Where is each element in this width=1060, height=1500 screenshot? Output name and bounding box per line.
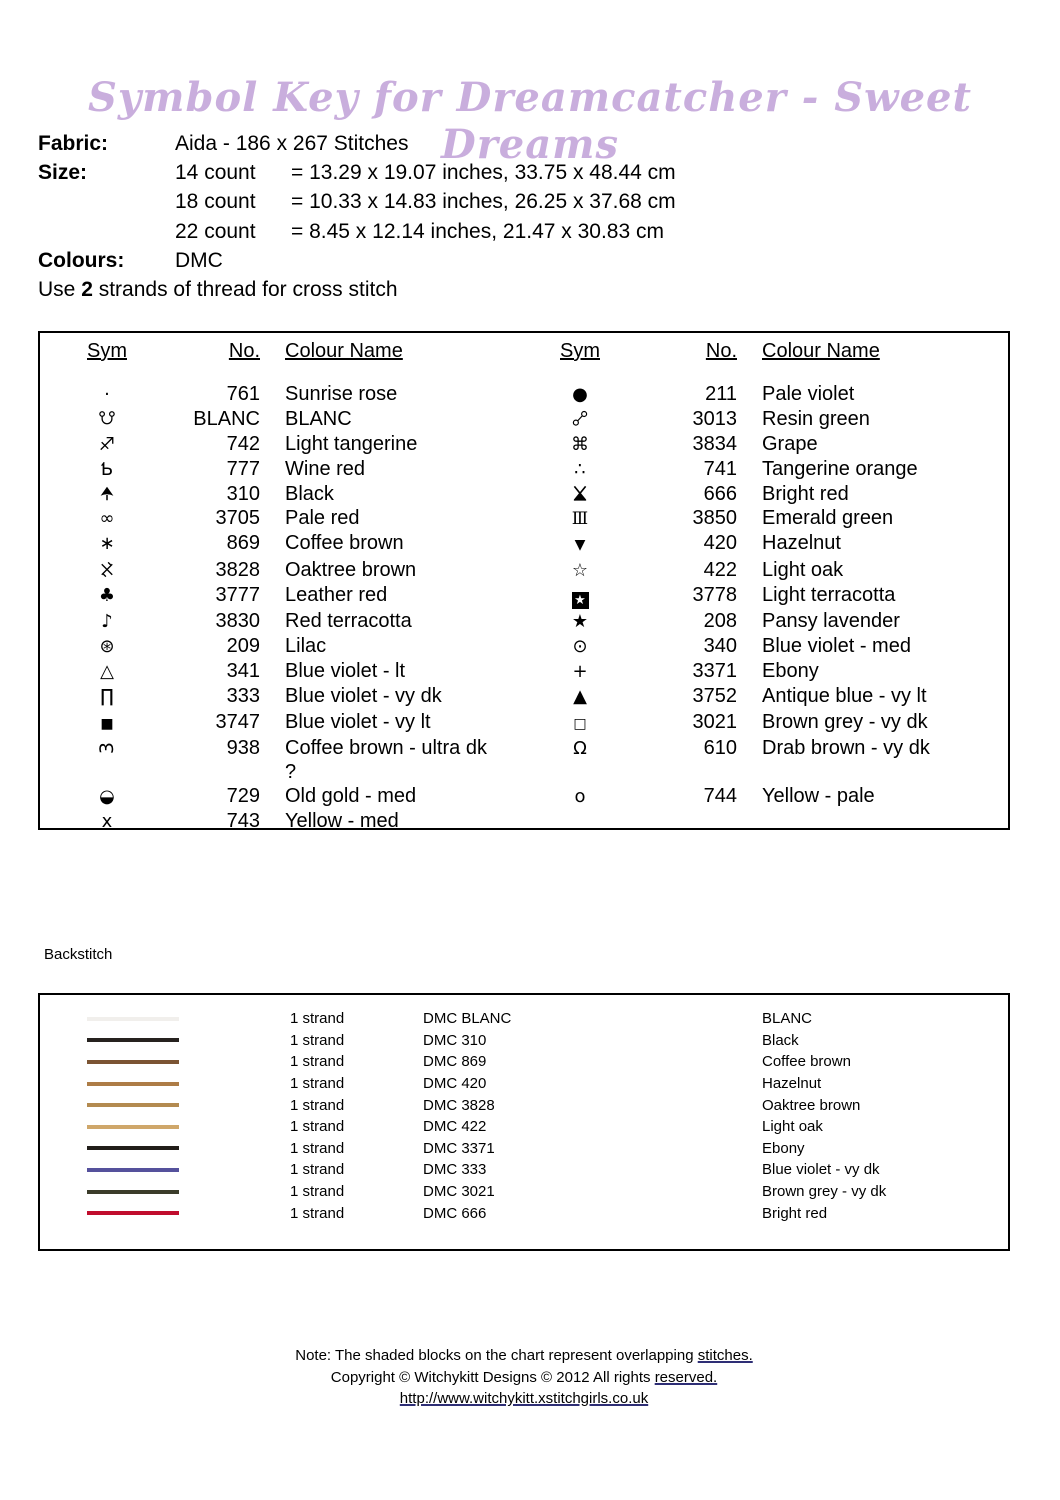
- stitch-symbol-glyph: ♐: [98, 433, 116, 455]
- backstitch-line-swatch: [87, 1060, 179, 1064]
- two-circles-diagonal-icon: [571, 409, 589, 428]
- dmc-number: 3828: [215, 558, 260, 581]
- size-dimensions: = 8.45 x 12.14 inches, 21.47 x 30.83 cm: [291, 219, 664, 243]
- symbol-cell: [525, 736, 635, 784]
- backstitch-table: [38, 993, 1010, 1251]
- colour-name: Coffee brown - ultra dk ?: [285, 736, 487, 784]
- symbol-row: [40, 609, 1008, 634]
- symbol-row: [40, 659, 1008, 684]
- size-row: [38, 158, 676, 187]
- backstitch-line-swatch: [87, 1125, 179, 1129]
- x-ticks-icon: [98, 560, 116, 579]
- symbol-cell: [40, 407, 174, 431]
- dmc-number: 211: [705, 383, 737, 406]
- backstitch-row: [40, 1094, 1008, 1116]
- colour-name: Blue violet - lt: [285, 660, 406, 683]
- triangle-stem-icon: [98, 484, 116, 503]
- colour-name: Sunrise rose: [285, 383, 398, 406]
- stitch-symbol-glyph: ▲: [573, 686, 587, 708]
- colour-name: Yellow - med: [285, 810, 399, 833]
- swatch-cell: [87, 1125, 179, 1129]
- symbol-cell: [40, 609, 174, 634]
- colour-name: Ebony: [762, 660, 819, 683]
- swatch-cell: [87, 1060, 179, 1064]
- colour-name: Oaktree brown: [285, 558, 417, 581]
- footer-note: [38, 1345, 1010, 1410]
- colours-value: DMC: [175, 248, 223, 272]
- dmc-number: 420: [703, 532, 737, 555]
- footer-copyright-line: [38, 1367, 1010, 1389]
- strand-count: 1 strand: [290, 1096, 345, 1114]
- page-title: Symbol Key for Dreamcatcher - Sweet Dreams: [88, 74, 972, 168]
- header-sym-right: [525, 339, 635, 363]
- fabric-info: [38, 129, 676, 304]
- swatch-cell: [87, 1103, 179, 1107]
- dmc-number: 777: [226, 457, 260, 480]
- header-name-right: [737, 339, 1012, 363]
- symbol-cell: [40, 684, 174, 709]
- size-dimensions: = 13.29 x 19.07 inches, 33.75 x 48.44 cm: [291, 161, 676, 185]
- strands-suffix: strands of thread for cross stitch: [92, 278, 398, 302]
- stitch-symbol-glyph: ■: [100, 715, 114, 732]
- colour-name: Brown grey - vy dk: [762, 1183, 887, 1201]
- swatch-cell: [87, 1038, 179, 1042]
- colour-name: Blue violet - vy dk: [762, 1161, 880, 1179]
- stitch-symbol-glyph: x: [101, 811, 113, 833]
- stitch-symbol-glyph: ∴: [574, 458, 586, 480]
- dmc-code: DMC 3371: [423, 1139, 495, 1157]
- stitch-symbol-glyph: ∗: [99, 533, 115, 555]
- symbol-row: [40, 684, 1008, 709]
- dmc-number: 340: [703, 635, 737, 658]
- stitch-symbol-glyph: ♣: [98, 584, 116, 606]
- strand-count: 1 strand: [290, 1204, 345, 1222]
- stitch-symbol-glyph: ♪: [101, 610, 113, 632]
- dmc-number: 761: [226, 383, 260, 406]
- symbol-row: [40, 809, 1008, 834]
- header-no-right: [635, 339, 737, 363]
- colour-name: Blue violet - med: [762, 635, 911, 658]
- symbol-table-header: [40, 339, 1008, 363]
- dmc-code: DMC BLANC: [423, 1010, 512, 1028]
- symbol-cell: [525, 382, 635, 407]
- dmc-number: 310: [226, 483, 260, 506]
- symbol-row: [40, 634, 1008, 659]
- backstitch-line-swatch: [87, 1168, 179, 1172]
- backstitch-line-swatch: [87, 1190, 179, 1194]
- copyright-text: Copyright © Witchykitt Designs © 2012 All rights: [330, 1368, 655, 1386]
- symbol-cell: [40, 382, 174, 407]
- dmc-number: 938: [226, 736, 260, 759]
- colour-name: Antique blue - vy lt: [762, 685, 927, 708]
- backstitch-line-swatch: [87, 1038, 179, 1042]
- colour-name: Bright red: [762, 1204, 828, 1222]
- count-label: 18 count: [175, 190, 256, 214]
- dmc-number: 3752: [692, 685, 737, 708]
- colour-name: Pansy lavender: [762, 609, 900, 632]
- fabric-value: Aida - 186 x 267 Stitches: [175, 132, 409, 155]
- size-label: Size:: [38, 161, 88, 185]
- stitch-symbol-glyph: Ƅ: [100, 458, 114, 480]
- colour-name: Pale violet: [762, 383, 855, 406]
- stitch-symbol-glyph: ∞: [99, 508, 115, 530]
- fabric-row: [38, 129, 676, 158]
- swatch-cell: [87, 1190, 179, 1194]
- symbol-row: [40, 784, 1008, 809]
- colour-name-header-label: Colour Name: [762, 340, 880, 362]
- dmc-code: DMC 420: [423, 1075, 487, 1093]
- dmc-number: 3371: [692, 660, 737, 683]
- stitch-symbol-glyph: ·: [104, 384, 110, 406]
- dmc-number: 3705: [215, 507, 260, 530]
- symbol-cell: [525, 407, 635, 431]
- symbol-row: [40, 736, 1008, 784]
- backstitch-line-swatch: [87, 1082, 179, 1086]
- symbol-rows: [40, 382, 1008, 834]
- size-dimensions: = 10.33 x 14.83 inches, 26.25 x 37.68 cm: [291, 190, 676, 214]
- stitch-symbol-glyph: ★: [572, 592, 589, 609]
- backstitch-label: Backstitch: [44, 946, 113, 963]
- size-value: [175, 158, 676, 187]
- dmc-number: 610: [703, 736, 737, 759]
- colour-name: Black: [762, 1031, 799, 1049]
- dmc-number: 3778: [692, 583, 737, 606]
- backstitch-row: [40, 1181, 1008, 1203]
- colour-name: Yellow - pale: [762, 785, 875, 808]
- dmc-number: 729: [226, 785, 260, 808]
- backstitch-rows: [40, 1008, 1008, 1224]
- symbol-row: [40, 382, 1008, 407]
- symbol-cell: [525, 784, 635, 809]
- backstitch-row: [40, 1138, 1008, 1160]
- stitch-symbol-glyph: △: [100, 661, 114, 683]
- stitch-symbol-glyph: o: [574, 786, 586, 808]
- colour-name: Ebony: [762, 1139, 805, 1157]
- no-header-label: No.: [705, 340, 737, 362]
- symbol-row: [40, 506, 1008, 531]
- colour-name: Coffee brown: [285, 532, 404, 555]
- stitch-symbol-glyph: □: [573, 715, 587, 732]
- backstitch-row: [40, 1008, 1008, 1030]
- dmc-number: 209: [226, 635, 260, 658]
- backstitch-row: [40, 1073, 1008, 1095]
- strand-count: 1 strand: [290, 1031, 345, 1049]
- stitch-symbol-glyph: ▼: [574, 537, 586, 554]
- symbol-cell: [525, 531, 635, 557]
- dmc-number: 3850: [692, 507, 737, 530]
- backstitch-line-swatch: [87, 1017, 179, 1021]
- colour-name: [737, 809, 1012, 834]
- stitch-symbol-glyph: ⊙: [572, 636, 588, 658]
- swatch-cell: [87, 1017, 179, 1021]
- symbol-cell: [525, 583, 635, 609]
- dmc-number: 3747: [215, 710, 260, 733]
- strand-count: 1 strand: [290, 1183, 345, 1201]
- u-two-circles-icon: [98, 409, 116, 428]
- symbol-cell: [40, 531, 174, 557]
- note-text: Note: The shaded blocks on the chart represent overlapping: [295, 1347, 698, 1364]
- stitch-symbol-glyph: 3: [95, 741, 118, 754]
- symbol-cell: [525, 432, 635, 457]
- symbol-cell: [525, 684, 635, 709]
- backstitch-row: [40, 1116, 1008, 1138]
- colour-name: Hazelnut: [762, 532, 841, 555]
- dmc-number: 744: [703, 785, 737, 808]
- dmc-number: 741: [703, 457, 737, 480]
- stitch-symbol-glyph: Ω: [573, 737, 587, 759]
- colour-name: Blue violet - vy lt: [285, 710, 431, 733]
- strand-count: 1 strand: [290, 1118, 345, 1136]
- size-value: [175, 187, 676, 216]
- colours-label: Colours:: [38, 248, 125, 272]
- colour-name-header-label: Colour Name: [285, 340, 403, 362]
- colour-name: Light terracotta: [762, 583, 896, 606]
- backstitch-row: [40, 1202, 1008, 1224]
- swatch-cell: [87, 1082, 179, 1086]
- symbol-cell: [525, 457, 635, 482]
- backstitch-row: [40, 1051, 1008, 1073]
- strand-count: 1 strand: [290, 1053, 345, 1071]
- strands-count: 2: [81, 278, 93, 302]
- dmc-number: 869: [226, 532, 260, 555]
- swatch-cell: [87, 1146, 179, 1150]
- dmc-number: 3013: [692, 408, 737, 431]
- size-value: [175, 217, 664, 246]
- backstitch-row: [40, 1159, 1008, 1181]
- symbol-cell: [525, 809, 635, 834]
- count-label: 22 count: [175, 219, 256, 243]
- symbol-cell: [40, 558, 174, 583]
- header-no-left: [174, 339, 260, 363]
- symbol-row: [40, 558, 1008, 583]
- colour-name: Brown grey - vy dk: [762, 710, 928, 733]
- note-stitches-link[interactable]: stitches.: [697, 1347, 753, 1364]
- footer-note-line: [38, 1345, 1010, 1367]
- symbol-row: [40, 583, 1008, 609]
- colour-name: BLANC: [285, 408, 352, 431]
- colour-name: Black: [285, 483, 334, 506]
- dmc-number: 3777: [215, 583, 260, 606]
- symbol-cell: [40, 583, 174, 609]
- dmc-number: 743: [226, 810, 260, 833]
- size-row: [38, 217, 676, 246]
- symbol-key-table: [38, 331, 1010, 833]
- colour-name: Pale red: [285, 507, 360, 530]
- dmc-number: 3830: [215, 609, 260, 632]
- stitch-symbol-glyph: ◒: [99, 786, 115, 808]
- symbol-cell: [40, 809, 174, 834]
- colour-name: Light tangerine: [285, 432, 418, 455]
- dmc-code: DMC 3021: [423, 1183, 495, 1201]
- count-label: 14 count: [175, 161, 256, 185]
- stitch-symbol-glyph: ⊛: [99, 636, 115, 658]
- colour-name: BLANC: [762, 1010, 813, 1028]
- footer-url-line: [38, 1388, 1010, 1410]
- colour-name: Blue violet - vy dk: [285, 685, 442, 708]
- dmc-code: DMC 3828: [423, 1096, 495, 1114]
- strands-note: [38, 275, 676, 304]
- backstitch-line-swatch: [87, 1211, 179, 1215]
- colour-name: Resin green: [762, 408, 870, 431]
- dmc-number: 422: [703, 558, 737, 581]
- colour-name: Light oak: [762, 1118, 823, 1136]
- dmc-number: 341: [226, 660, 260, 683]
- symbol-cell: [40, 710, 174, 736]
- strand-count: 1 strand: [290, 1139, 345, 1157]
- colour-name: Red terracotta: [285, 609, 412, 632]
- strand-count: 1 strand: [290, 1010, 345, 1028]
- symbol-row: [40, 432, 1008, 457]
- size-row: [38, 187, 676, 216]
- colours-row: [38, 246, 676, 275]
- symbol-cell: [40, 784, 174, 809]
- spacer: [38, 187, 175, 216]
- colour-name: Oaktree brown: [762, 1096, 861, 1114]
- dmc-number: 208: [703, 609, 737, 632]
- colour-name: Lilac: [285, 635, 327, 658]
- stitch-symbol-glyph: +: [572, 661, 588, 683]
- symbol-cell: [525, 506, 635, 531]
- symbol-cell: [40, 482, 174, 506]
- no-header-label: No.: [228, 340, 260, 362]
- dmc-code: DMC 310: [423, 1031, 487, 1049]
- sym-header-label: Sym: [560, 340, 600, 362]
- symbol-cell: [525, 558, 635, 583]
- symbol-cell: [525, 634, 635, 659]
- dmc-code: DMC 422: [423, 1118, 487, 1136]
- backstitch-row: [40, 1030, 1008, 1052]
- stitch-symbol-glyph: ⌘: [571, 433, 589, 455]
- dmc-number: 3834: [692, 432, 737, 455]
- symbol-row: [40, 457, 1008, 482]
- symbol-cell: [525, 659, 635, 684]
- symbol-cell: [525, 482, 635, 506]
- stitch-symbol-glyph: ☆: [571, 559, 589, 581]
- strand-count: 1 strand: [290, 1075, 345, 1093]
- symbol-row: [40, 710, 1008, 736]
- dmc-number: [635, 809, 737, 834]
- dmc-code: DMC 869: [423, 1053, 487, 1071]
- colour-name: Emerald green: [762, 507, 894, 530]
- swatch-cell: [87, 1211, 179, 1215]
- fabric-label: Fabric:: [38, 132, 109, 155]
- symbol-cell: [40, 736, 174, 784]
- stitch-symbol-glyph: ∏: [100, 686, 114, 708]
- dmc-code: DMC 333: [423, 1161, 487, 1179]
- dmc-code: DMC 666: [423, 1204, 487, 1222]
- dmc-number: 333: [226, 685, 260, 708]
- symbol-row: [40, 407, 1008, 431]
- colour-name: Bright red: [762, 483, 849, 506]
- dmc-number: 3021: [692, 710, 737, 733]
- colour-name: Wine red: [285, 457, 366, 480]
- symbol-cell: [525, 710, 635, 736]
- dmc-number: BLANC: [193, 408, 260, 431]
- rights-reserved-link[interactable]: reserved.: [654, 1368, 718, 1386]
- symbol-cell: [525, 609, 635, 634]
- symbol-cell: [40, 659, 174, 684]
- x-hourglass-icon: [571, 484, 589, 503]
- symbol-cell: [40, 506, 174, 531]
- header-name-left: [260, 339, 525, 363]
- colour-name: Leather red: [285, 583, 388, 606]
- stitch-symbol-glyph: Ⅲ: [571, 509, 589, 530]
- stitch-symbol-glyph: ●: [572, 384, 588, 406]
- colour-name: Light oak: [762, 558, 844, 581]
- dmc-number: 742: [226, 432, 260, 455]
- symbol-cell: [40, 634, 174, 659]
- symbol-cell: [40, 457, 174, 482]
- colour-name: Drab brown - vy dk: [762, 736, 930, 759]
- backstitch-line-swatch: [87, 1103, 179, 1107]
- symbol-row: [40, 482, 1008, 506]
- colour-name: Old gold - med: [285, 785, 417, 808]
- stitch-symbol-glyph: ★: [571, 610, 589, 632]
- header-sym-left: [40, 339, 174, 363]
- website-link[interactable]: http://www.witchykitt.xstitchgirls.co.uk: [399, 1390, 649, 1407]
- backstitch-line-swatch: [87, 1146, 179, 1150]
- swatch-cell: [87, 1168, 179, 1172]
- colour-name: Coffee brown: [762, 1053, 851, 1071]
- symbol-row: [40, 531, 1008, 557]
- strands-prefix: Use: [38, 278, 82, 302]
- strand-count: 1 strand: [290, 1161, 345, 1179]
- colour-name: Hazelnut: [762, 1075, 822, 1093]
- symbol-cell: [40, 432, 174, 457]
- colour-name: Tangerine orange: [762, 457, 918, 480]
- sym-header-label: Sym: [87, 340, 127, 362]
- colour-name: Grape: [762, 432, 818, 455]
- spacer: [38, 217, 175, 246]
- dmc-number: 666: [703, 483, 737, 506]
